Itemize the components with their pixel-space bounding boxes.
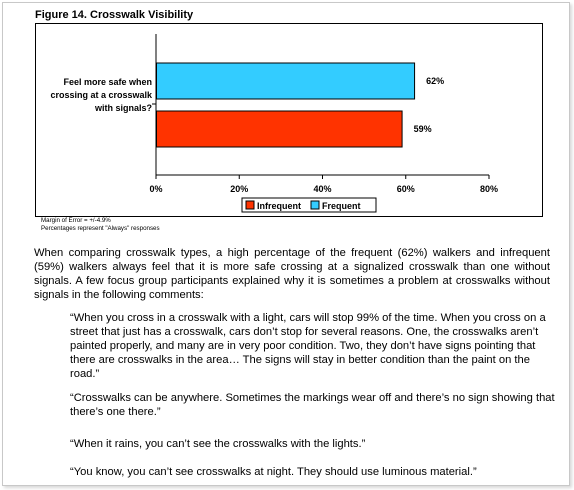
legend-label-infrequent: Infrequent — [257, 201, 301, 211]
body-paragraph: When comparing crosswalk types, a high percentage of the frequent (62%) walkers and infrequent (59%) walkers always feel that it is more safe crossing at a signalized crosswalk than one without signals. A few focus group participants explained why it is sometimes a problem at crosswalks without signals in the following comments: — [34, 247, 550, 301]
legend-swatch-infrequent — [246, 201, 254, 209]
quote-4: “You know, you can’t see crosswalks at night. They should use luminous material.” — [70, 466, 477, 478]
x-tick-label: 0% — [149, 184, 163, 194]
figure-title: Figure 14. Crosswalk Visibility — [35, 9, 194, 21]
legend-label-frequent: Frequent — [322, 201, 361, 211]
x-tick-label: 20% — [230, 184, 249, 194]
x-tick-label: 40% — [313, 184, 332, 194]
bar-chart — [36, 24, 542, 216]
chart-area — [35, 23, 543, 217]
bar-infrequent — [157, 111, 403, 147]
category-label: Feel more safe when crossing at a crosswalk with signals? — [50, 77, 152, 113]
data-label-infrequent: 59% — [413, 124, 432, 134]
bar-frequent — [157, 63, 415, 99]
legend-swatch-frequent — [311, 201, 319, 209]
data-label-frequent: 62% — [426, 76, 445, 86]
page — [2, 2, 570, 486]
margin-of-error-note: Margin of Error = +/-4.9% — [41, 217, 111, 224]
x-tick-label: 80% — [479, 184, 499, 194]
percentages-note: Percentages represent "Always" responses — [41, 225, 160, 232]
quote-2: “Crosswalks can be anywhere. Sometimes the markings wear off and there’s no sign showing that there’s one there.” — [70, 392, 555, 418]
x-tick-label: 60% — [396, 184, 415, 194]
quote-3: “When it rains, you can’t see the crosswalks with the lights.” — [70, 438, 366, 450]
quote-1: “When you cross in a crosswalk with a light, cars will stop 99% of the time. When you cross on a street that just has a crosswalk, cars don’t stop for several reasons. One, the crosswalks aren’t painted properly, and many are in very poor condition. Two, they don’t have signs pointing that there are crosswalks in the area… The signs will stay in better condition than the paint on the road.” — [70, 312, 546, 380]
